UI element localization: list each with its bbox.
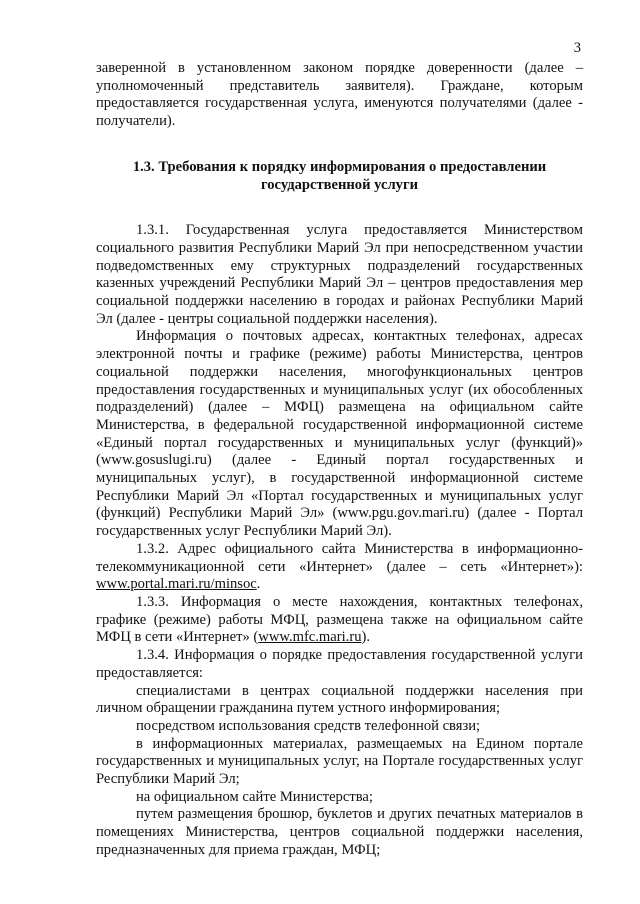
paragraph-contact-info: Информация о почтовых адресах, контактных телефонах, адресах электронной почты и графике (режиме) работы Министерства, центров социальной поддержки населения, многофункциональных центров предоставления государственных и муниципальных услуг (их обособленных подразделений) (далее – МФЦ) размещена на официальном сайте Министерства, в федеральной государственной информационной системе «Единый портал государственных и муниципальных услуг (функций)» (www.gosuslugi.ru) (далее - Единый портал государственных и муниципальных услуг), в государственной информационной системе Республики Марий Эл «Портал государственных и муниципальных услуг (функций) Республики Марий Эл» (www.pgu.gov.mari.ru) (далее - Портал государственных услуг Республики Марий Эл). — [96, 328, 583, 540]
ministry-site-link[interactable]: www.portal.mari.ru/minsoc — [96, 576, 257, 593]
list-item: в информационных материалах, размещаемых на Едином портале государственных и муниципальных услуг, на Портале государственных услуг Республики Марий Эл; — [96, 735, 583, 788]
section-heading-line-2: государственной услуги — [260, 176, 419, 193]
mfc-site-link[interactable]: www.mfc.mari.ru — [258, 629, 362, 646]
paragraph-1-3-2-end: . — [256, 576, 261, 593]
list-item: специалистами в центрах социальной поддержки населения при личном обращении гражданина путем устного информирования; — [96, 682, 583, 717]
paragraph-1-3-2-text: 1.3.2. Адрес официального сайта Министерства в информационно-телекоммуникационной сети «Интернет» (далее – сеть «Интернет»): — [96, 540, 583, 575]
document-body — [96, 60, 583, 860]
list-item: путем размещения брошюр, буклетов и других печатных материалов в помещениях Министерства, центров социальной поддержки населения, предназначенных для приема граждан, МФЦ; — [96, 806, 583, 858]
paragraph-1-3-2 — [96, 541, 583, 594]
intro-paragraph: заверенной в установленном законом порядке доверенности (далее – уполномоченный представитель заявителя). Граждане, которым предоставляется государственная услуга, именуются получателями (далее - получатели). — [96, 60, 583, 130]
page-number: 3 — [573, 40, 581, 56]
paragraph-1-3-1: 1.3.1. Государственная услуга предоставляется Министерством социального развития Республики Марий Эл при непосредственном участии подведомственных ему структурных подразделений государственных казенных учреждений Республики Марий Эл – центров предоставления мер социальной поддержки населению в городах и районах Республики Марий Эл (далее - центры социальной поддержки населения). — [96, 222, 583, 327]
section-heading-line-1: 1.3. Требования к порядку информирования о предоставлении — [132, 158, 547, 175]
list-item: посредством использования средств телефонной связи; — [136, 717, 481, 734]
paragraph-1-3-3-text: 1.3.3. Информация о месте нахождения, контактных телефонах, графике (режиме) работы МФЦ, размещена также на официальном сайте МФЦ в сети «Интернет» ( — [96, 593, 583, 646]
paragraph-1-3-3 — [96, 594, 583, 647]
paragraph-1-3-4: 1.3.4. Информация о порядке предоставления государственной услуги предоставляется: — [96, 647, 583, 681]
paragraph-1-3-3-end: ). — [361, 629, 371, 646]
list-item: на официальном сайте Министерства; — [136, 788, 373, 805]
section-heading — [96, 159, 583, 194]
